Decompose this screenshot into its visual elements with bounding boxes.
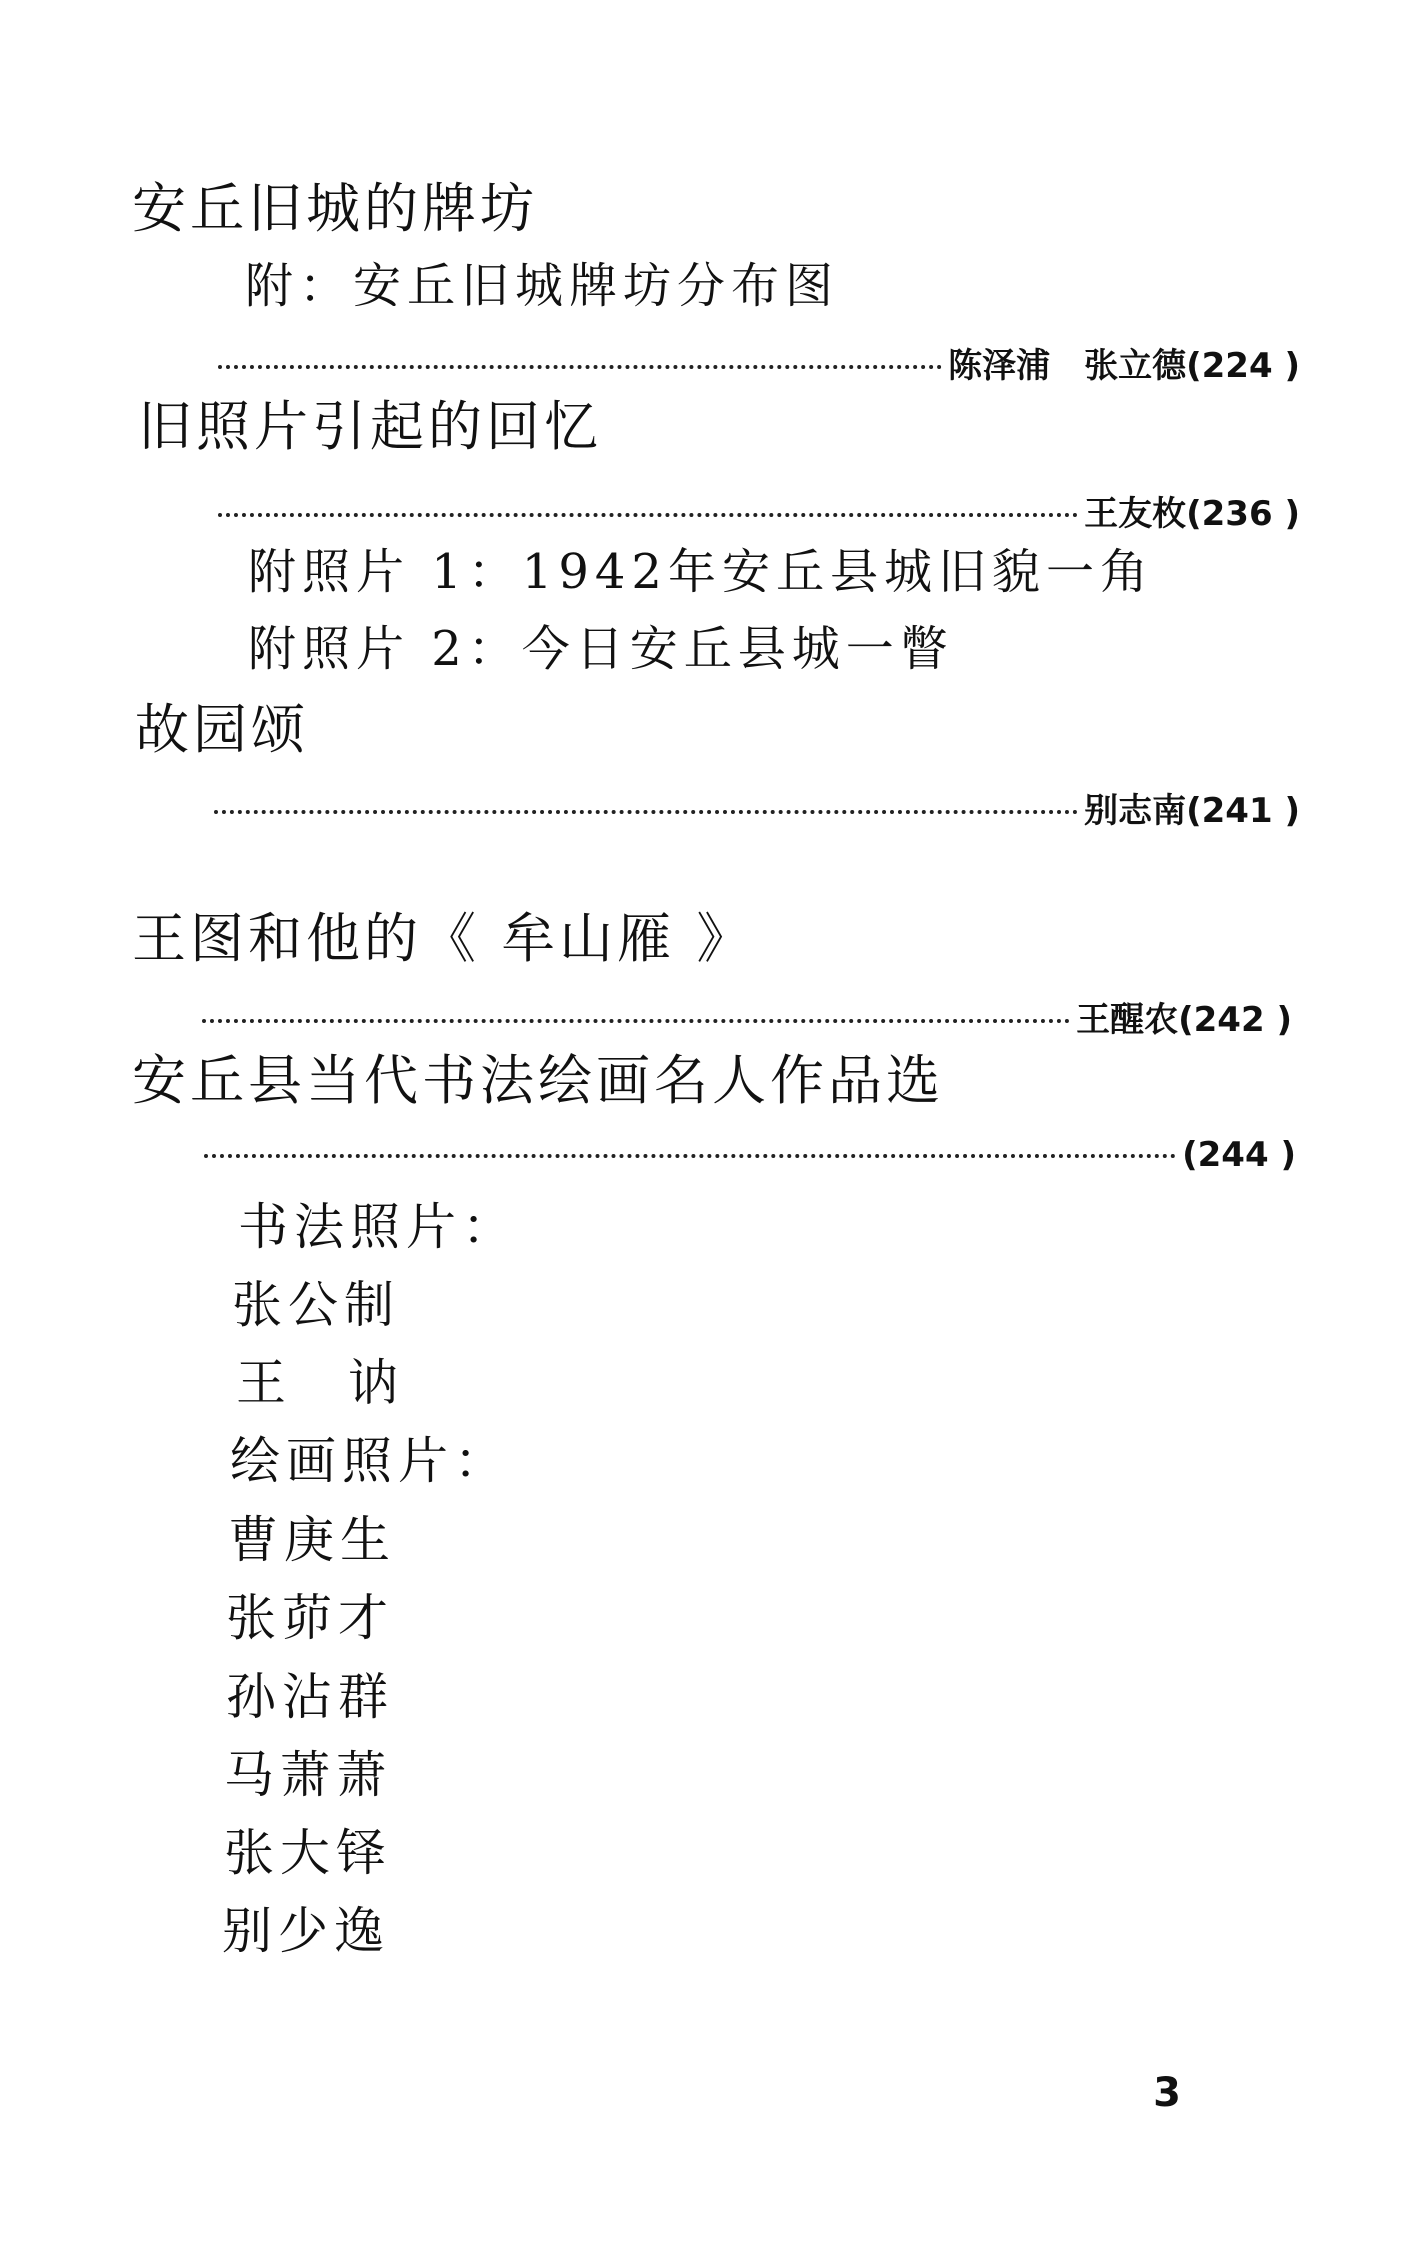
- toc-leader-line: [218, 486, 1300, 534]
- page-number: 3: [1153, 2070, 1181, 2116]
- works-list-item: 曹庚生: [228, 1511, 396, 1569]
- entry-author-page: (244 ): [1182, 1135, 1296, 1175]
- works-list-item: 张公制: [232, 1276, 400, 1334]
- entry-author-page: 别志南(241 ): [1084, 791, 1300, 831]
- entry-appendix: 附照片 1：1942年安丘县城旧貌一角: [248, 544, 1154, 600]
- works-list-item: 张大铎: [224, 1824, 392, 1882]
- works-list-item: 马萧萧: [224, 1746, 392, 1804]
- entry-title: 安丘旧城的牌坊: [132, 177, 538, 240]
- entry-author-page: 陈泽浦 张立德(224 ): [948, 346, 1300, 386]
- toc-leader-line: [204, 1135, 1296, 1175]
- works-list-heading: 绘画照片：: [230, 1432, 510, 1490]
- works-list-item: 别少逸: [222, 1902, 390, 1960]
- entry-author-page: 王醒农(242 ): [1076, 1000, 1292, 1040]
- dot-leader: [218, 513, 1078, 517]
- toc-leader-line: [214, 783, 1300, 831]
- entry-title: 故园颂: [135, 698, 309, 761]
- entry-author-page: 王友枚(236 ): [1084, 494, 1300, 534]
- works-list-item: 王 讷: [236, 1354, 404, 1412]
- works-list-item: 孙沾群: [226, 1668, 394, 1726]
- entry-appendix: 附照片 2：今日安丘县城一瞥: [248, 621, 954, 677]
- entry-title: 旧照片引起的回忆: [138, 395, 602, 458]
- toc-leader-line: [218, 338, 1300, 386]
- dot-leader: [214, 810, 1078, 814]
- toc-leader-line: [202, 992, 1292, 1040]
- dot-leader: [202, 1019, 1070, 1023]
- entry-appendix: 附：安丘旧城牌坊分布图: [245, 258, 840, 314]
- dot-leader: [218, 365, 942, 369]
- dot-leader: [204, 1154, 1176, 1158]
- works-list-item: 张茆才: [226, 1589, 394, 1647]
- entry-title: 王图和他的《 牟山雁 》: [132, 907, 755, 970]
- works-list-heading: 书法照片：: [238, 1198, 518, 1256]
- entry-title: 安丘县当代书法绘画名人作品选: [132, 1049, 944, 1112]
